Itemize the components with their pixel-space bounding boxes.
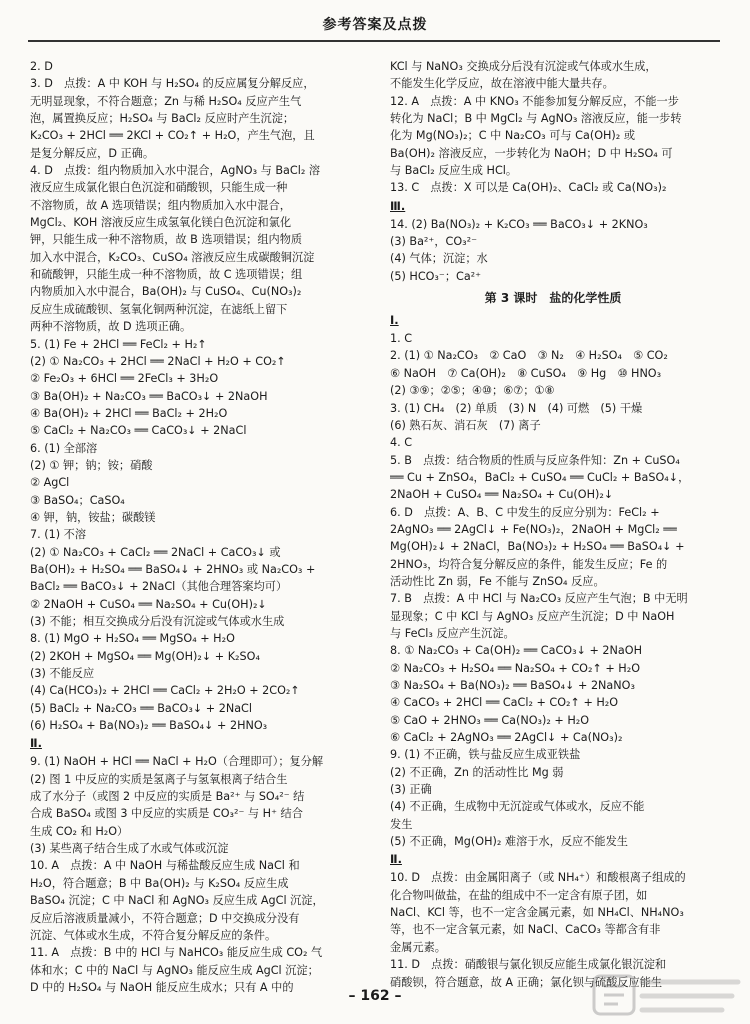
answer-line: 13. C 点拨：X 可以是 Ca(OH)₂、CaCl₂ 或 Ca(NO₃)₂ (390, 181, 667, 195)
answer-line: (2) 不正确，Zn 的活动性比 Mg 弱 (390, 765, 564, 779)
left-answer-column (30, 58, 356, 996)
answer-line: (2) ③⑨；②⑤；④⑩；⑥⑦；①⑧ (390, 384, 555, 398)
answer-line: 沉淀、气体或水生成，不符合复分解反应的条件。 (30, 928, 277, 942)
answer-line: 体和水；C 中的 NaCl 与 AgNO₃ 能反应生成 AgCl 沉淀； (30, 963, 319, 977)
answer-line: MgCl₂、KOH 溶液反应生成氢氧化镁白色沉淀和氯化 (30, 216, 292, 230)
answer-line: BaCl₂ ══ BaCO₃↓ + 2NaCl（其他合理答案均可） (30, 580, 288, 594)
answer-line: 11. D 点拨：硝酸银与氯化钡反应能生成氯化银沉淀和 (390, 958, 667, 972)
answer-line: 是复分解反应，D 正确。 (30, 146, 155, 160)
answer-line: 金属元素。 (390, 940, 446, 954)
answer-line: 1. C (390, 332, 413, 346)
answer-line: (3) 某些离子结合生成了水或气体或沉淀 (30, 842, 229, 856)
answer-line: 10. A 点拨：A 中 NaOH 与稀盐酸反应生成 NaCl 和 (30, 859, 300, 873)
answer-line: 3. (1) CH₄ (2) 单质 (3) N (4) 可燃 (5) 干燥 (390, 401, 643, 415)
answer-line: ⑤ CaCl₂ + Na₂CO₃ ══ CaCO₃↓ + 2NaCl (30, 424, 247, 438)
answer-line: ④ CaCO₃ + 2HCl ══ CaCl₂ + CO₂↑ + H₂O (390, 696, 619, 710)
answer-line: (2) ① Na₂CO₃ + 2HCl ══ 2NaCl + H₂O + CO₂↑ (30, 354, 286, 368)
answer-line: 12. A 点拨：A 中 KNO₃ 不能参加复分解反应，不能一步 (390, 94, 679, 108)
answer-line: (2) ① Na₂CO₃ + CaCl₂ ══ 2NaCl + CaCO₃↓ 或 (30, 545, 281, 559)
answer-line: 6. (1) 全部溶 (30, 441, 98, 455)
answer-line: 5. B 点拨：结合物质的性质与反应条件知：Zn + CuSO₄ (390, 453, 680, 467)
answer-line: 7. (1) 不溶 (30, 528, 87, 542)
header-divider (28, 40, 720, 42)
answer-line: 6. D 点拨：A、B、C 中发生的反应分别为：FeCl₂ + (390, 505, 660, 519)
answer-line: ⑤ CaO + 2HNO₃ ══ Ca(NO₃)₂ + H₂O (390, 713, 590, 727)
watermark-logo (592, 972, 742, 1018)
answer-line: H₂O，符合题意；B 中 Ba(OH)₂ 与 K₂SO₄ 反应生成 (30, 876, 289, 890)
answer-line: (5) HCO₃⁻；Ca²⁺ (390, 269, 482, 283)
answer-line: 合成 BaSO₄ 或图 3 中反应的实质是 CO₃²⁻ 与 H⁺ 结合 (30, 807, 303, 821)
answer-line: 成了水分子（或图 2 中反应的实质是 Ba²⁺ 与 SO₄²⁻ 结 (30, 790, 305, 804)
answer-line: ⑥ NaOH ⑦ Ca(OH)₂ ⑧ CuSO₄ ⑨ Hg ⑩ HNO₃ (390, 366, 662, 380)
answer-line: 等，也不一定含氧元素，如 NaCl、CaCO₃ 等都含有非 (390, 923, 661, 937)
answer-line: Ba(OH)₂ 溶液反应，一步转化为 NaOH；D 中 H₂SO₄ 可 (390, 146, 673, 160)
answer-line: 无明显现象，不符合题意；Zn 与稀 H₂SO₄ 反应产生气 (30, 94, 302, 108)
answer-line: 5. (1) Fe + 2HCl ══ FeCl₂ + H₂↑ (30, 337, 207, 351)
answer-line: 4. D 点拨：组内物质加入水中混合，AgNO₃ 与 BaCl₂ 溶 (30, 164, 321, 178)
answer-line: 泡，属置换反应；H₂SO₄ 与 BaCl₂ 反应时产生沉淀； (30, 112, 295, 126)
answer-line: K₂CO₃ + 2HCl ══ 2KCl + CO₂↑ + H₂O，产生气泡，且 (30, 129, 315, 143)
answer-line: (2) ① 钾；钠；铵；硝酸 (30, 458, 153, 472)
answer-line: KCl 与 NaNO₃ 交换成分后没有沉淀或气体或水生成， (390, 60, 657, 73)
answer-line: (3) 不能；相互交换成分后没有沉淀或气体或水生成 (30, 615, 285, 628)
answer-line: 液反应生成氯化银白色沉淀和硝酸钡，只能生成一种 (30, 181, 288, 195)
answer-line: 内物质加入水中混合，Ba(OH)₂ 与 CuSO₄、Cu(NO₃)₂ (30, 285, 302, 299)
answer-line: ② Na₂CO₃ + H₂SO₄ ══ Na₂SO₄ + CO₂↑ + H₂O (390, 661, 641, 675)
answer-line: 14. (2) Ba(NO₃)₂ + K₂CO₃ ══ BaCO₃↓ + 2KNO₃ (390, 217, 648, 231)
answer-line: 8. ① Na₂CO₃ + Ca(OH)₂ ══ CaCO₃↓ + 2NaOH (390, 644, 642, 658)
answer-line: 活动性比 Zn 弱，Fe 不能与 ZnSO₄ 反应。 (390, 574, 605, 588)
answer-line: (4) 气体；沉淀；水 (390, 252, 488, 266)
answer-line: 转化为 NaCl；B 中 MgCl₂ 与 AgNO₃ 溶液反应，能一步转 (390, 112, 682, 126)
answer-line: (6) 熟石灰、消石灰 (7) 离子 (390, 418, 541, 432)
answer-line: 3. D 点拨：A 中 KOH 与 H₂SO₄ 的反应属复分解反应， (30, 77, 315, 91)
answer-line: 2. D (30, 60, 53, 73)
answer-line: (3) 正确 (390, 783, 432, 797)
answer-line: Ⅲ. (390, 198, 406, 213)
answer-line: Ⅱ. (30, 736, 42, 751)
answer-line: 加入水中混合，K₂CO₃、CuSO₄ 溶液反应生成碳酸铜沉淀 (30, 250, 315, 264)
answer-line: 显现象；C 中 KCl 与 AgNO₃ 反应产生沉淀；D 中 NaOH (390, 609, 675, 623)
answer-line: (4) 不正确，生成物中无沉淀或气体或水，反应不能 (390, 800, 645, 814)
answer-line: 反应后溶液质量减小，不符合题意；D 中交换成分没有 (30, 911, 300, 925)
answer-line: (5) 不正确，Mg(OH)₂ 难溶于水，反应不能发生 (390, 835, 628, 849)
answer-line: 不溶物质，故 A 选项错误；组内物质加入水中混合， (30, 198, 291, 212)
answer-line: 9. (1) NaOH + HCl ══ NaCl + H₂O（合理即可）；复分解 (30, 755, 324, 769)
answer-line: (3) Ba²⁺，CO₃²⁻ (390, 235, 478, 249)
answer-line: (3) 不能反应 (30, 667, 95, 681)
answer-line: ④ Ba(OH)₂ + 2HCl ══ BaCl₂ + 2H₂O (30, 406, 228, 420)
answer-line: Mg(OH)₂↓ + 2NaCl，Ba(NO₃)₂ + H₂SO₄ ══ BaSO₄↓ + (390, 540, 685, 554)
answer-line: 第 3 课时 盐的化学性质 (484, 291, 622, 306)
answer-line: 钾，只能生成一种不溶物质，故 B 选项错误；组内物质 (30, 233, 303, 247)
answer-line: 化为 Mg(NO₃)₂；C 中 Na₂CO₃ 可与 Ca(OH)₂ 或 (390, 129, 636, 143)
answer-line: 化合物叫做盐，在盐的组成中不一定含有原子团，如 (390, 888, 648, 902)
answer-line: ④ 钾，钠，铵盐；碳酸镁 (30, 510, 156, 524)
answer-line: (5) BaCl₂ + Na₂CO₃ ══ BaCO₃↓ + 2NaCl (30, 701, 252, 715)
answer-line: 4. C (390, 436, 413, 450)
answer-line: Ⅰ. (390, 313, 399, 328)
page-header-title: 参考答案及点拨 (322, 17, 428, 33)
answer-line: NaCl、KCl 等，也不一定含金属元素，如 NH₄Cl、NH₄NO₃ (390, 906, 684, 920)
answer-line: 2NaOH + CuSO₄ ══ Na₂SO₄ + Cu(OH)₂↓ (390, 488, 614, 502)
answer-line: 7. B 点拨：A 中 HCl 与 Na₂CO₃ 反应产生气泡；B 中无明 (390, 592, 688, 606)
answer-line: ② Fe₂O₃ + 6HCl ══ 2FeCl₃ + 3H₂O (30, 372, 219, 386)
answer-line: 生成 CO₂ 和 H₂O） (30, 824, 129, 838)
answer-line: D 中的 H₂SO₄ 与 NaOH 能反应生成水；只有 A 中的 (30, 980, 294, 994)
answer-line: 与 BaCl₂ 反应生成 HCl。 (390, 164, 518, 178)
answer-line: 9. (1) 不正确，铁与盐反应生成亚铁盐 (390, 748, 581, 762)
answer-line: Ⅱ. (390, 852, 402, 867)
answer-line: 2HNO₃，均符合复分解反应的条件，能发生反应；Fe 的 (390, 557, 668, 571)
page-header (0, 14, 750, 34)
answer-line: ⑥ CaCl₂ + 2AgNO₃ ══ 2AgCl↓ + Ca(NO₃)₂ (390, 731, 623, 745)
answer-line: 两种不溶物质，故 D 选项正确。 (30, 320, 192, 334)
answer-line: 11. A 点拨：B 中的 HCl 与 NaHCO₃ 能反应生成 CO₂ 气 (30, 946, 323, 960)
answer-line: 10. D 点拨：由金属阳离子（或 NH₄⁺）和酸根离子组成的 (390, 871, 686, 885)
answer-line: 和硫酸钾，只能生成一种不溶物质，故 C 选项错误；组 (30, 268, 303, 282)
answer-line: Ba(OH)₂ + H₂SO₄ ══ BaSO₄↓ + 2HNO₃ 或 Na₂CO₃ + (30, 562, 316, 576)
answer-line: BaSO₄ 沉淀；C 中 NaCl 和 AgNO₃ 反应生成 AgCl 沉淀， (30, 894, 324, 908)
answer-line: (2) 图 1 中反应的实质是氢离子与氢氧根离子结合生 (30, 772, 288, 786)
answer-line: ② AgCl (30, 476, 70, 490)
answer-line: ③ Ba(OH)₂ + Na₂CO₃ ══ BaCO₃↓ + 2NaOH (30, 389, 268, 403)
answer-line: 2. (1) ① Na₂CO₃ ② CaO ③ N₂ ④ H₂SO₄ ⑤ CO₂ (390, 349, 668, 363)
answer-line: 与 FeCl₃ 反应产生沉淀。 (390, 626, 515, 640)
answer-line: 发生 (390, 817, 413, 831)
answer-line: 反应生成硫酸钡、氢氧化铜两种沉淀，在滤纸上留下 (30, 302, 288, 316)
answer-line: 2AgNO₃ ══ 2AgCl↓ + Fe(NO₃)₂，2NaOH + MgCl₂ ══ (390, 522, 677, 536)
answer-line: ══ Cu + ZnSO₄，BaCl₂ + CuSO₄ ══ CuCl₂ + BaSO₄↓， (390, 470, 690, 484)
answer-line: 8. (1) MgO + H₂SO₄ ══ MgSO₄ + H₂O (30, 632, 235, 646)
answer-line: (2) 2KOH + MgSO₄ ══ Mg(OH)₂↓ + K₂SO₄ (30, 649, 260, 663)
page-number: – 162 – (348, 988, 402, 1004)
right-answer-column (390, 58, 716, 991)
answer-line: (6) H₂SO₄ + Ba(NO₃)₂ ══ BaSO₄↓ + 2HNO₃ (30, 719, 268, 733)
answer-line: ③ BaSO₄；CaSO₄ (30, 493, 125, 507)
answer-line: 硝酸钡，符合题意，故 A 正确；氯化钡与硫酸反应能生 (390, 975, 663, 989)
answer-line: (4) Ca(HCO₃)₂ + 2HCl ══ CaCl₂ + 2H₂O + 2CO₂↑ (30, 684, 300, 698)
answer-line: ② 2NaOH + CuSO₄ ══ Na₂SO₄ + Cu(OH)₂↓ (30, 597, 267, 611)
answer-line: ③ Na₂SO₄ + Ba(NO₃)₂ ══ BaSO₄↓ + 2NaNO₃ (390, 679, 635, 692)
answer-line: 不能发生化学反应，故在溶液中能大量共存。 (390, 77, 614, 91)
